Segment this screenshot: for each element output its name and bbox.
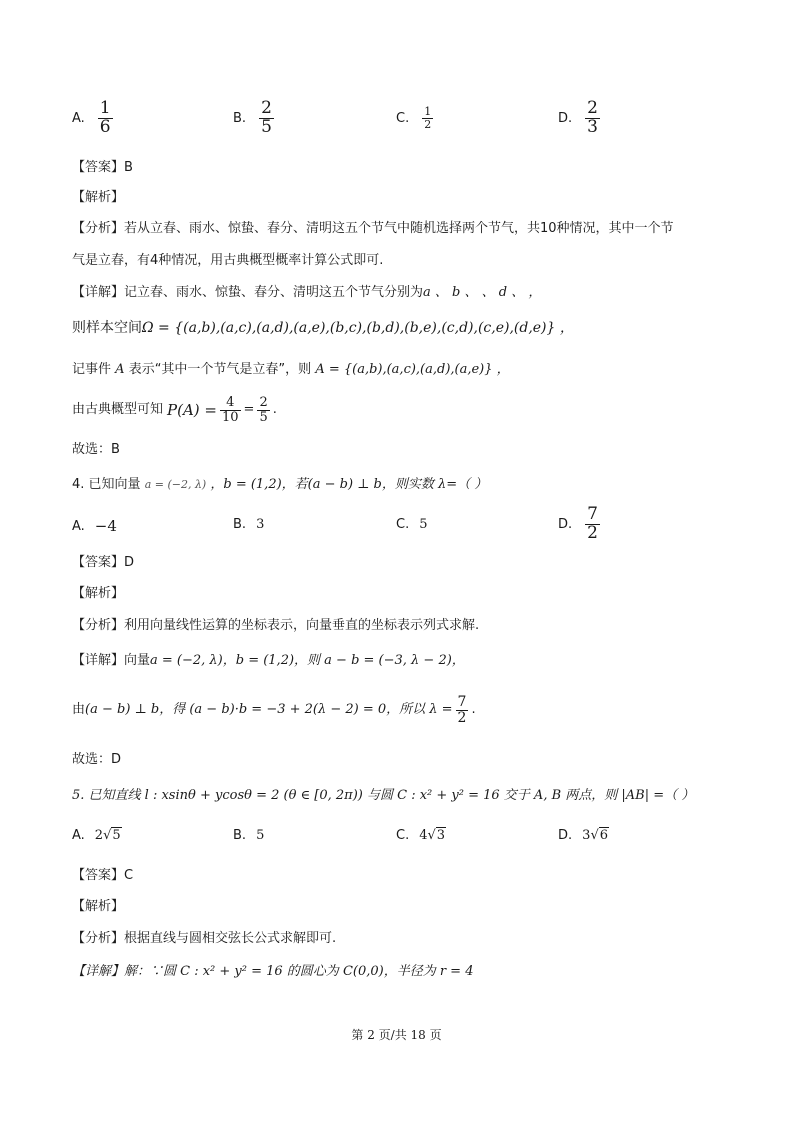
q3-option-d [558, 100, 603, 137]
q4-analysis-tag: 【解析】 [72, 586, 125, 601]
q5-option-b [233, 828, 264, 843]
q4-option-b [233, 517, 264, 532]
q5-option-c [396, 828, 446, 843]
option-letter: B. [233, 828, 247, 843]
q3-probability-line [72, 392, 277, 428]
deduce-end: . [471, 702, 476, 717]
deduce-fraction: $\frac{7}{2}$ [457, 693, 467, 726]
prob-equals: = [243, 402, 255, 417]
option-letter: B. [233, 517, 247, 532]
option-letter: A. [72, 110, 85, 126]
prob-prefix: 由古典概型可知 [72, 402, 164, 417]
q4-stem-rest: ，b = (1,2)，若(a − b) ⊥ b，则实数 λ=（ ） [210, 477, 488, 492]
xiangjie-text: 【详解】解：∵圆 C : x² + y² = 16 的圆心为 C(0,0)，半径为 r = 4 [72, 964, 474, 979]
option-letter: D. [558, 828, 573, 843]
xiangjie-text: 【详解】记立春、雨水、惊蛰、春分、清明这五个节气分别为 [72, 285, 424, 300]
option-value: 3 [256, 517, 265, 532]
option-fraction: $\frac{2}{5}$ [261, 98, 272, 137]
event-set: A = {(a,b),(a,c),(a,d),(a,e)} ， [315, 362, 510, 377]
option-radical: 4√3 [419, 828, 446, 843]
q3-sample-space [72, 318, 574, 338]
event-var: A [115, 362, 125, 377]
q5-fenxi: 【分析】根据直线与圆相交弦长公式求解即可. [72, 931, 337, 946]
event-prefix: 记事件 [72, 362, 112, 377]
q4-stem-prefix: 4. 已知向量 [72, 477, 141, 492]
option-letter: A. [72, 828, 85, 843]
sample-set: Ω = {(a,b),(a,c),(a,d),(a,e),(b,c),(b,d),(b,e),(c,d),(c,e),(d,e)} ， [142, 320, 574, 336]
prob-end: . [272, 402, 277, 417]
xiangjie-variables: a 、 b 、 、 d 、 ， [423, 285, 542, 300]
q5-stem [72, 786, 694, 806]
q5-xiangjie [72, 962, 473, 982]
option-letter: A. [72, 518, 85, 534]
q5-answer: 【答案】C [72, 868, 134, 883]
q4-stem-vector-a: a = (−2, λ) [144, 478, 207, 491]
q3-option-a [72, 100, 116, 137]
page-footer: 第 2 页/共 18 页 [351, 1028, 442, 1042]
q3-choose: 故选：B [72, 442, 120, 457]
q4-deduction [72, 690, 476, 730]
event-mid: 表示“其中一个节气是立春”，则 [128, 362, 312, 377]
q3-fenxi-line-1: 【分析】若从立春、雨水、惊蛰、春分、清明这五个节气中随机选择两个节气，共10种情况，其中一个节 [72, 221, 674, 236]
q4-choose: 故选：D [72, 752, 122, 767]
option-value: −4 [94, 517, 117, 535]
xiangjie-prefix: 【详解】向量 [72, 653, 151, 668]
option-letter: B. [233, 110, 247, 126]
q3-answer: 【答案】B [72, 160, 133, 175]
sample-prefix: 则样本空间 [72, 320, 142, 336]
q5-analysis-tag: 【解析】 [72, 899, 125, 914]
q4-option-c [396, 517, 428, 532]
prob-lhs: P(A) = [167, 401, 217, 419]
q4-option-a [72, 517, 117, 535]
q3-option-b [233, 100, 277, 137]
option-letter: C. [396, 828, 410, 843]
q3-analysis-tag: 【解析】 [72, 190, 125, 205]
option-letter: C. [396, 110, 410, 126]
prob-fraction-2: $\frac{2}{5}$ [259, 394, 268, 425]
option-letter: D. [558, 110, 573, 126]
q4-fenxi: 【分析】利用向量线性运算的坐标表示，向量垂直的坐标表示列式求解. [72, 618, 480, 633]
option-fraction: $\frac{1}{6}$ [99, 98, 111, 137]
q3-option-c [396, 106, 436, 130]
option-value: 5 [256, 828, 265, 843]
q4-option-d [558, 506, 603, 543]
q5-option-a [72, 828, 122, 843]
option-fraction: $\frac{1}{2}$ [424, 105, 432, 131]
q4-xiangjie [72, 651, 465, 671]
option-fraction: $\frac{2}{3}$ [587, 98, 598, 137]
q4-answer: 【答案】D [72, 555, 135, 570]
q4-stem [72, 475, 487, 495]
deduce-math: (a − b) ⊥ b，得 (a − b)·b = −3 + 2(λ − 2) = 0，所以 λ = [85, 702, 453, 717]
option-value: 5 [419, 517, 428, 532]
option-radical: 2√5 [94, 828, 121, 843]
q3-fenxi-line-2: 气是立春，有4种情况，用古典概型概率计算公式即可. [72, 253, 384, 268]
q5-option-d [558, 828, 609, 843]
deduce-prefix: 由 [72, 702, 86, 717]
xiangjie-math: a = (−2, λ)，b = (1,2)，则 a − b = (−3, λ − 2)， [150, 653, 465, 668]
option-letter: D. [558, 516, 573, 532]
q5-stem-text: 5. 已知直线 l : xsinθ + ycosθ = 2 (θ ∈ [0, 2π)) 与圆 C : x² + y² = 16 交于 A, B 两点，则 |AB| =（ ） [72, 788, 695, 803]
q3-xiangjie-line [72, 283, 541, 303]
q3-event-line [72, 360, 510, 380]
option-fraction: $\frac{7}{2}$ [587, 504, 598, 543]
option-letter: C. [396, 517, 410, 532]
option-radical: 3√6 [582, 828, 609, 843]
prob-fraction-1: $\frac{4}{10}$ [221, 394, 239, 425]
